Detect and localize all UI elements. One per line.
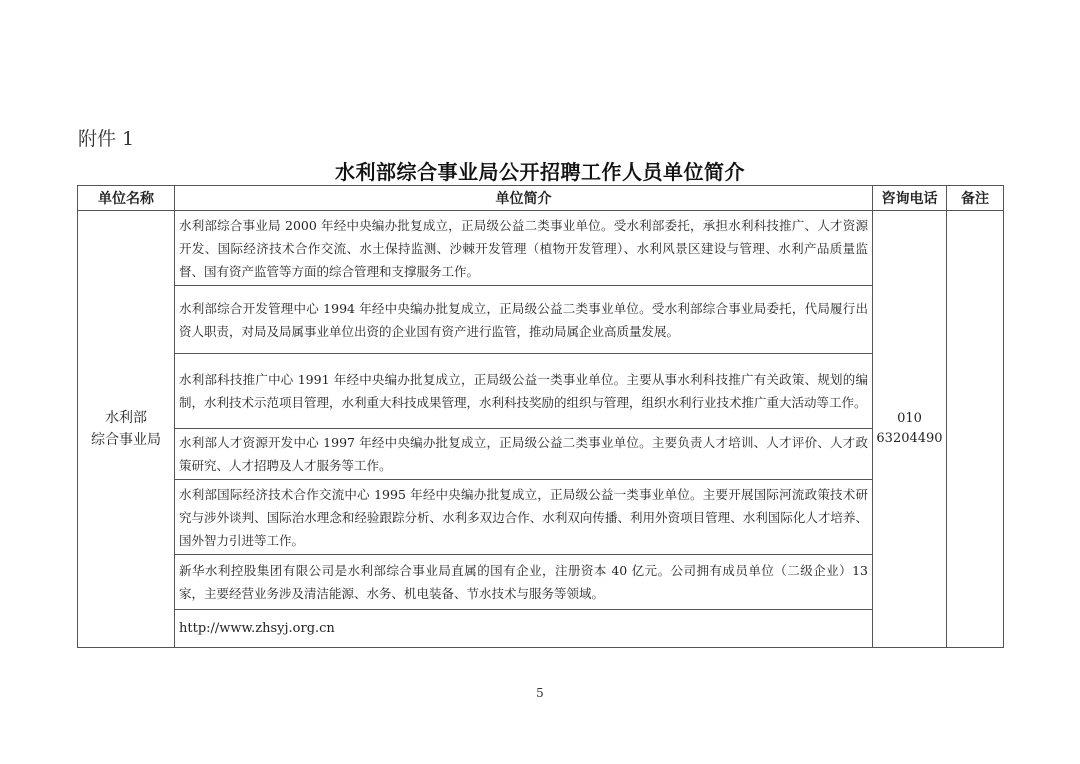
table-header-row: [78, 186, 1004, 211]
unit-intro-table: [77, 185, 1004, 648]
table-row: [78, 610, 1004, 648]
website-url[interactable]: http://www.zhsyj.org.cn: [175, 610, 873, 648]
header-unit-intro: 单位简介: [175, 186, 873, 211]
intro-cell: 水利部综合开发管理中心 1994 年经中央编办批复成立，正局级公益二类事业单位。受水利部综合事业局委托，代局履行出资人职责，对局及局属事业单位出资的企业国有资产进行监管，推动局属企业高质量发展。: [175, 286, 873, 354]
intro-cell: 水利部综合事业局 2000 年经中央编办批复成立，正局级公益二类事业单位。受水利部委托，承担水利科技推广、人才资源开发、国际经济技术合作交流、水土保持监测、沙棘开发管理（植物开发管理）、水利风景区建设与管理、水利产品质量监督、国有资产监管等方面的综合管理和支撑服务工作。: [175, 211, 873, 286]
intro-cell: 新华水利控股集团有限公司是水利部综合事业局直属的国有企业，注册资本 40 亿元。公司拥有成员单位（二级企业）13 家，主要经营业务涉及清洁能源、水务、机电装备、节水技术与服务等领域。: [175, 555, 873, 610]
table-row: [78, 480, 1004, 555]
unit-name: 水利部 综合事业局: [91, 410, 161, 448]
header-phone: 咨询电话: [873, 186, 947, 211]
table-row: [78, 555, 1004, 610]
page-title: 水利部综合事业局公开招聘工作人员单位简介: [335, 160, 745, 184]
phone-cell: [873, 211, 947, 648]
intro-cell: 水利部国际经济技术合作交流中心 1995 年经中央编办批复成立，正局级公益一类事业单位。主要开展国际河流政策技术研究与涉外谈判、国际治水理念和经验跟踪分析、水利多双边合作、水利双向传播、利用外资项目管理、水利国际化人才培养、国外智力引进等工作。: [175, 480, 873, 555]
intro-cell: 水利部人才资源开发中心 1997 年经中央编办批复成立，正局级公益二类事业单位。主要负责人才培训、人才评价、人才政策研究、人才招聘及人才服务等工作。: [175, 429, 873, 480]
note-cell: [947, 211, 1004, 648]
header-note: 备注: [947, 186, 1004, 211]
attachment-label: 附件 1: [78, 128, 135, 150]
table-row: [78, 429, 1004, 480]
phone-number: 010 63204490: [876, 411, 943, 446]
unit-name-cell: [78, 211, 175, 648]
table-row: [78, 286, 1004, 354]
table-row: [78, 211, 1004, 286]
table-row: [78, 354, 1004, 429]
intro-cell: 水利部科技推广中心 1991 年经中央编办批复成立，正局级公益一类事业单位。主要从事水利科技推广有关政策、规划的编制，水利技术示范项目管理，水利重大科技成果管理，水利科技奖励的组织与管理，组织水利行业技术推广重大活动等工作。: [175, 354, 873, 429]
page-number: 5: [536, 686, 544, 700]
header-unit-name: 单位名称: [78, 186, 175, 211]
